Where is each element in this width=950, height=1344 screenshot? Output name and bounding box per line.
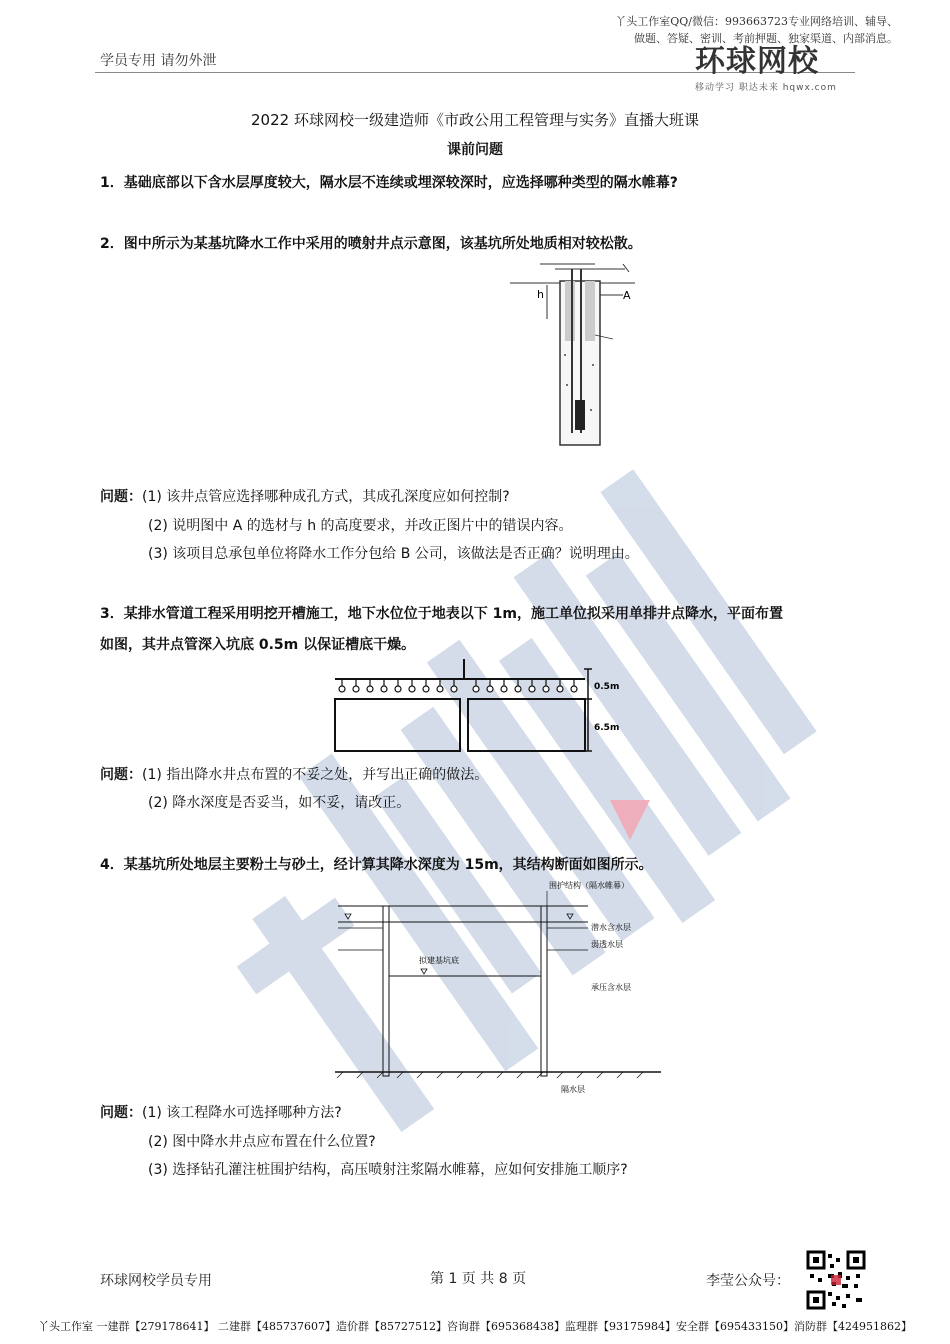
q3-prefix: 问题： xyxy=(100,767,142,783)
q4-sub-1: (1) 该工程降水可选择哪种方法? xyxy=(142,1105,342,1121)
figure3-label-aquiclude: 隔水层 xyxy=(561,1085,585,1094)
question-4: 4．某基坑所处地层主要粉土与砂土，经计算其降水深度为 15m，其结构断面如图所示。 xyxy=(100,857,653,873)
page-title: 2022 环球网校一级建造师《市政公用工程管理与实务》直播大班课 xyxy=(251,111,699,129)
question-2: 2．图中所示为某基坑降水工作中采用的喷射井点示意图，该基坑所处地质相对较松散。 xyxy=(100,236,642,252)
figure-pit-section xyxy=(333,878,663,1096)
header-left-text: 学员专用 请勿外泄 xyxy=(100,53,217,69)
figure3-label-confined: 承压含水层 xyxy=(591,983,631,992)
bottom-group-info: 丫头工作室 一建群【279178641】 二建群【485737607】造价群【85727512】咨询群【695368438】监理群【93175984】安全群【695433150】消防群【424951862】 xyxy=(38,1320,912,1333)
logo-text: 环球网校 xyxy=(695,44,819,79)
q3-sub-2: (2) 降水深度是否妥当，如不妥，请改正。 xyxy=(148,795,411,811)
figure3-label-phreatic: 潜水含水层 xyxy=(591,923,631,932)
figure1-label-a: A xyxy=(623,289,631,302)
watermark-line-1: 丫头工作室QQ/微信：993663723专业网络培训、辅导、 xyxy=(615,15,898,28)
q3-sub-1: (1) 指出降水井点布置的不妥之处，并写出正确的做法。 xyxy=(142,767,489,783)
q2-sub-1: (1) 该井点管应选择哪种成孔方式，其成孔深度应如何控制? xyxy=(142,489,510,505)
figure-wellpoint-plan xyxy=(330,657,630,757)
q2-prefix: 问题： xyxy=(100,489,142,505)
logo-slogan: 移动学习 职达未来 hqwx.com xyxy=(695,83,837,93)
figure-jet-wellpoint xyxy=(505,255,640,450)
q4-prefix: 问题： xyxy=(100,1105,142,1121)
q2-sub-2: (2) 说明图中 A 的选材与 h 的高度要求，并改正图片中的错误内容。 xyxy=(148,518,573,534)
qr-center-logo xyxy=(831,1275,841,1285)
footer-left: 环球网校学员专用 xyxy=(100,1273,212,1289)
q4-sub-2: (2) 图中降水井点应布置在什么位置? xyxy=(148,1134,376,1150)
figure2-label-bottom: 6.5m xyxy=(594,723,620,733)
q4-sub-3: (3) 选择钻孔灌注桩围护结构，高压喷射注浆隔水帷幕，应如何安排施工顺序? xyxy=(148,1162,628,1178)
question-1: 1．基础底部以下含水层厚度较大，隔水层不连续或埋深较深时，应选择哪种类型的隔水帷幕? xyxy=(100,175,678,191)
figure3-label-pit: 拟建基坑底 xyxy=(419,956,459,965)
figure1-label-h: h xyxy=(537,288,544,301)
figure3-label-weak: 弱透水层 xyxy=(591,940,623,949)
question-3-line-2: 如图，其井点管深入坑底 0.5m 以保证槽底干燥。 xyxy=(100,637,416,653)
question-3-line-1: 3．某排水管道工程采用明挖开槽施工，地下水位位于地表以下 1m，施工单位拟采用单排井点降水，平面布置 xyxy=(100,606,783,622)
figure3-label-support: 围护结构（隔水帷幕） xyxy=(549,881,629,890)
footer-page-number: 第 1 页 共 8 页 xyxy=(430,1271,527,1287)
figure2-label-top: 0.5m xyxy=(594,682,620,692)
qr-code-icon[interactable] xyxy=(806,1250,866,1310)
brand-logo xyxy=(695,36,865,93)
page-subtitle: 课前问题 xyxy=(447,142,503,158)
watermark-line-2: 做题、答疑、密训、考前押题、独家渠道、内部消息。 xyxy=(634,32,898,45)
q2-sub-3: (3) 该项目总承包单位将降水工作分包给 B 公司，该做法是否正确？说明理由。 xyxy=(148,546,639,562)
footer-right: 李莹公众号： xyxy=(706,1273,790,1289)
